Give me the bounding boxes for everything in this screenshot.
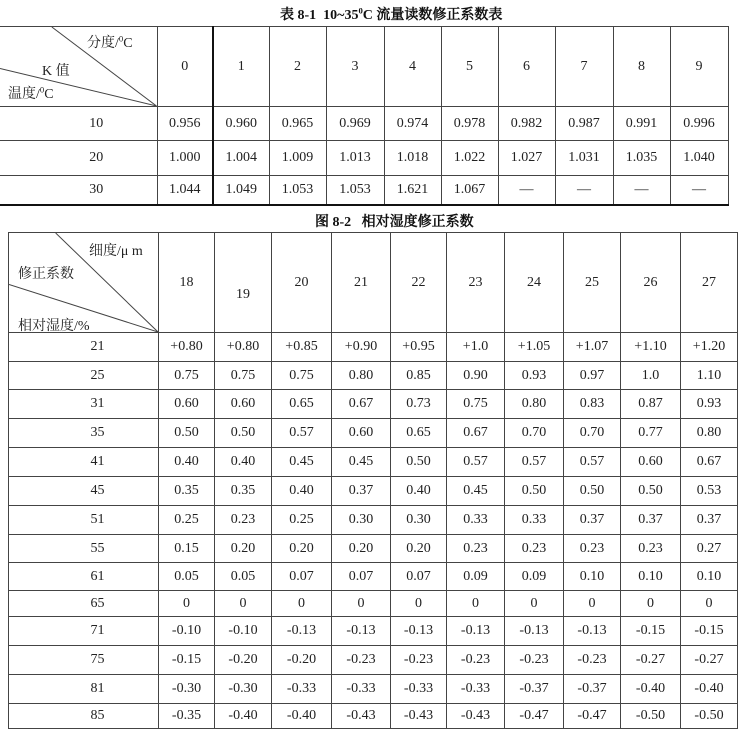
table-cell: -0.15	[159, 646, 215, 675]
row-label: 65	[9, 591, 159, 617]
table-cell: -0.20	[215, 646, 272, 675]
corner-header	[9, 233, 159, 333]
table-cell: 0.35	[159, 477, 215, 506]
table-cell: 1.621	[384, 176, 441, 205]
table-row	[9, 333, 738, 362]
table-cell: 0.969	[326, 107, 384, 141]
table-cell: 1.049	[213, 176, 269, 205]
table-cell: 0.10	[564, 563, 621, 591]
table-cell: 1.053	[269, 176, 326, 205]
table-cell: -0.10	[215, 617, 272, 646]
table-cell: 0.40	[272, 477, 332, 506]
column-header-text: 19	[236, 286, 250, 302]
table-cell: -0.30	[215, 675, 272, 704]
table2-title: 图 8-2 相对湿度修正系数	[315, 215, 474, 230]
table-cell: 1.067	[441, 176, 498, 205]
corner-label-division	[87, 32, 133, 52]
table1-title-prefix: 表 8-1 10~35	[280, 8, 359, 23]
table-cell: 0.991	[613, 107, 670, 141]
table-cell: 0.25	[159, 506, 215, 535]
table-cell: 0.57	[272, 419, 332, 448]
table-row	[9, 362, 738, 390]
corner-label-temperature-unit: C	[44, 87, 54, 102]
column-header: 1	[213, 27, 269, 107]
table-cell: 0	[332, 591, 391, 617]
table-cell: 0.80	[681, 419, 738, 448]
table-cell: 0.20	[332, 535, 391, 563]
table-cell: +0.80	[159, 333, 215, 362]
row-label: 61	[9, 563, 159, 591]
table-cell: 0.23	[447, 535, 505, 563]
column-header	[215, 233, 272, 333]
column-header: 7	[555, 27, 613, 107]
table-cell: 0.40	[215, 448, 272, 477]
table-cell: -0.40	[215, 704, 272, 729]
column-header: 4	[384, 27, 441, 107]
row-label: 85	[9, 704, 159, 729]
table-cell: 0.25	[272, 506, 332, 535]
table-cell: 0.75	[159, 362, 215, 390]
table-cell: -0.13	[447, 617, 505, 646]
column-header: 8	[613, 27, 670, 107]
table-cell: 0.978	[441, 107, 498, 141]
corner-label-temperature-text: 温度/	[8, 87, 40, 102]
table-cell: -0.40	[621, 675, 681, 704]
table-cell: -0.13	[505, 617, 564, 646]
row-label: 51	[9, 506, 159, 535]
table-cell: 0.80	[505, 390, 564, 419]
table-cell: -0.23	[391, 646, 447, 675]
table-cell: -0.37	[564, 675, 621, 704]
table-cell: +0.90	[332, 333, 391, 362]
table-cell: -0.33	[272, 675, 332, 704]
column-header: 6	[498, 27, 555, 107]
table-cell: 0.23	[505, 535, 564, 563]
table-cell: 0.60	[621, 448, 681, 477]
table-row	[0, 141, 728, 176]
table-cell: 0.93	[505, 362, 564, 390]
table-cell: -0.50	[621, 704, 681, 729]
table-cell: 0.50	[159, 419, 215, 448]
column-header: 2	[269, 27, 326, 107]
table-cell: 0.35	[215, 477, 272, 506]
table-cell: 0.45	[332, 448, 391, 477]
table-cell: 0	[215, 591, 272, 617]
table-row	[9, 563, 738, 591]
table-row	[9, 591, 738, 617]
table-cell: -0.13	[332, 617, 391, 646]
table-cell: 0.75	[272, 362, 332, 390]
table-cell: 0.07	[391, 563, 447, 591]
table-cell: 0.45	[447, 477, 505, 506]
table-cell: -0.35	[159, 704, 215, 729]
table-cell: 0.50	[564, 477, 621, 506]
row-label: 25	[9, 362, 159, 390]
table-cell: 0.23	[621, 535, 681, 563]
corner-label-division-sup: 0	[118, 33, 124, 44]
table-cell: +1.05	[505, 333, 564, 362]
table-cell: -0.27	[621, 646, 681, 675]
table-cell: 0	[272, 591, 332, 617]
column-header: 26	[621, 233, 681, 333]
table-cell: —	[555, 176, 613, 205]
table-cell: —	[498, 176, 555, 205]
table-cell: 0	[505, 591, 564, 617]
column-header: 27	[681, 233, 738, 333]
table-cell: -0.23	[564, 646, 621, 675]
column-header: 0	[157, 27, 213, 107]
table-row	[9, 675, 738, 704]
row-label: 41	[9, 448, 159, 477]
table-cell: -0.30	[159, 675, 215, 704]
table-cell: 0.40	[391, 477, 447, 506]
table-cell: -0.15	[681, 617, 738, 646]
table-cell: 0.37	[681, 506, 738, 535]
table-cell: 1.004	[213, 141, 269, 176]
table-cell: 0.65	[272, 390, 332, 419]
header-row	[0, 27, 728, 107]
table-cell: -0.27	[681, 646, 738, 675]
table-row	[0, 176, 728, 205]
table-cell: 0.09	[505, 563, 564, 591]
table-cell: 0.987	[555, 107, 613, 141]
table-cell: 0.70	[564, 419, 621, 448]
table-cell: 0.70	[505, 419, 564, 448]
table-cell: 0.45	[272, 448, 332, 477]
table-row	[9, 535, 738, 563]
corner-label-k-value: K 值	[42, 64, 70, 79]
table-cell: 0.57	[564, 448, 621, 477]
table-cell: 0.60	[215, 390, 272, 419]
table-cell: 1.000	[157, 141, 213, 176]
table-cell: +1.0	[447, 333, 505, 362]
table-cell: -0.13	[272, 617, 332, 646]
table-cell: 0.50	[505, 477, 564, 506]
table-cell: 0.97	[564, 362, 621, 390]
table-cell: 1.10	[681, 362, 738, 390]
table-cell: -0.23	[447, 646, 505, 675]
table-cell: 0.67	[332, 390, 391, 419]
table-cell: 0.40	[159, 448, 215, 477]
row-label: 71	[9, 617, 159, 646]
table-cell: 0.60	[332, 419, 391, 448]
corner-label-division-text: 分度/	[87, 36, 119, 51]
table-cell: 0.05	[215, 563, 272, 591]
table-cell: -0.40	[272, 704, 332, 729]
row-label: 35	[9, 419, 159, 448]
table-cell: -0.43	[332, 704, 391, 729]
table-row	[9, 477, 738, 506]
table-cell: 0.37	[564, 506, 621, 535]
table-cell: 0.77	[621, 419, 681, 448]
table-cell: -0.33	[332, 675, 391, 704]
table-cell: 0.67	[447, 419, 505, 448]
corner-label-fineness: 细度/μ m	[89, 244, 143, 259]
table-cell: 0	[391, 591, 447, 617]
table1-title	[280, 4, 502, 24]
table-cell: 1.040	[670, 141, 728, 176]
table-cell: -0.13	[391, 617, 447, 646]
table-cell: 0.73	[391, 390, 447, 419]
table-cell: -0.13	[564, 617, 621, 646]
table-row	[9, 646, 738, 675]
table-cell: 0.83	[564, 390, 621, 419]
table-cell: 1.044	[157, 176, 213, 205]
table1-title-suffix: C 流量读数修正系数表	[362, 8, 503, 23]
header-row	[9, 233, 738, 333]
table-cell: -0.40	[681, 675, 738, 704]
column-header: 21	[332, 233, 391, 333]
table-cell: 1.013	[326, 141, 384, 176]
row-label: 45	[9, 477, 159, 506]
table-cell: 0.93	[681, 390, 738, 419]
table-cell: -0.23	[332, 646, 391, 675]
row-label: 81	[9, 675, 159, 704]
table-cell: 0.23	[215, 506, 272, 535]
table-row	[9, 617, 738, 646]
table-cell: -0.15	[621, 617, 681, 646]
table-cell: 0	[564, 591, 621, 617]
table-cell: —	[670, 176, 728, 205]
table-row	[9, 419, 738, 448]
table-cell: 0.965	[269, 107, 326, 141]
table-cell: 1.053	[326, 176, 384, 205]
table-cell: 0.57	[447, 448, 505, 477]
corner-label-relative-humidity: 相对湿度/%	[18, 319, 90, 334]
table-cell: 0.23	[564, 535, 621, 563]
table-cell: 0.50	[391, 448, 447, 477]
table-cell: 0.15	[159, 535, 215, 563]
table-cell: -0.20	[272, 646, 332, 675]
table-cell: 0.75	[447, 390, 505, 419]
table-cell: 0.37	[332, 477, 391, 506]
table-cell: 0.50	[621, 477, 681, 506]
row-label: 10	[0, 107, 157, 141]
corner-label-correction-factor: 修正系数	[18, 267, 74, 282]
table-cell: 0.30	[391, 506, 447, 535]
table-cell: -0.43	[447, 704, 505, 729]
table-cell: 1.009	[269, 141, 326, 176]
table-cell: 0.67	[681, 448, 738, 477]
table-cell: 0.10	[681, 563, 738, 591]
row-label: 30	[0, 176, 157, 205]
table-cell: 0.75	[215, 362, 272, 390]
table-cell: -0.43	[391, 704, 447, 729]
table-cell: 0.33	[505, 506, 564, 535]
table1-title-superscript: 0	[358, 5, 363, 16]
table-cell: 1.027	[498, 141, 555, 176]
corner-label-temperature	[8, 83, 54, 103]
table-cell: 1.022	[441, 141, 498, 176]
table-cell: 0.27	[681, 535, 738, 563]
table-cell: 0.956	[157, 107, 213, 141]
table-cell: 0.996	[670, 107, 728, 141]
table-cell: 0.50	[215, 419, 272, 448]
table-cell: -0.37	[505, 675, 564, 704]
table-row	[9, 506, 738, 535]
table-cell: 0.65	[391, 419, 447, 448]
column-header: 9	[670, 27, 728, 107]
table-row	[9, 704, 738, 729]
column-header: 25	[564, 233, 621, 333]
table-cell: 0	[681, 591, 738, 617]
table-cell: +1.20	[681, 333, 738, 362]
table-row	[9, 390, 738, 419]
table-cell: 0.09	[447, 563, 505, 591]
table-cell: 0.30	[332, 506, 391, 535]
table-cell: +1.07	[564, 333, 621, 362]
table-cell: 0.37	[621, 506, 681, 535]
table-cell: 0	[447, 591, 505, 617]
humidity-correction-table	[8, 232, 738, 729]
table-cell: +0.85	[272, 333, 332, 362]
table-cell: 0.85	[391, 362, 447, 390]
table-cell: 0.60	[159, 390, 215, 419]
row-label: 20	[0, 141, 157, 176]
table-cell: -0.10	[159, 617, 215, 646]
row-label: 55	[9, 535, 159, 563]
table-cell: +0.80	[215, 333, 272, 362]
table-cell: 1.0	[621, 362, 681, 390]
table-cell: 0.20	[215, 535, 272, 563]
table-cell: +1.10	[621, 333, 681, 362]
table-cell: 0.10	[621, 563, 681, 591]
table-cell: 1.018	[384, 141, 441, 176]
column-header: 22	[391, 233, 447, 333]
column-header: 3	[326, 27, 384, 107]
table-cell: 0.87	[621, 390, 681, 419]
table-cell: 0.20	[391, 535, 447, 563]
flow-correction-table	[0, 26, 729, 206]
table-cell: 0.05	[159, 563, 215, 591]
column-header: 18	[159, 233, 215, 333]
table-cell: 0.90	[447, 362, 505, 390]
table-cell: 0.974	[384, 107, 441, 141]
table-cell: -0.50	[681, 704, 738, 729]
corner-label-temperature-sup: 0	[39, 84, 45, 95]
table-cell: 0.982	[498, 107, 555, 141]
table-cell: 1.035	[613, 141, 670, 176]
table-cell: -0.33	[447, 675, 505, 704]
table-cell: -0.47	[564, 704, 621, 729]
table-cell: 0.80	[332, 362, 391, 390]
table-cell: 0.07	[332, 563, 391, 591]
table-cell: -0.33	[391, 675, 447, 704]
row-label: 21	[9, 333, 159, 362]
table-cell: -0.23	[505, 646, 564, 675]
table-cell: 0.57	[505, 448, 564, 477]
table-cell: 1.031	[555, 141, 613, 176]
table-cell: 0	[159, 591, 215, 617]
column-header: 23	[447, 233, 505, 333]
table-cell: 0.53	[681, 477, 738, 506]
row-label: 75	[9, 646, 159, 675]
corner-header	[0, 27, 157, 107]
row-label: 31	[9, 390, 159, 419]
table-cell: —	[613, 176, 670, 205]
table-cell: 0.20	[272, 535, 332, 563]
table-cell: 0.960	[213, 107, 269, 141]
table-cell: 0	[621, 591, 681, 617]
table-cell: +0.95	[391, 333, 447, 362]
column-header: 5	[441, 27, 498, 107]
table-row	[0, 107, 728, 141]
table-cell: -0.47	[505, 704, 564, 729]
column-header: 24	[505, 233, 564, 333]
column-header: 20	[272, 233, 332, 333]
table-cell: 0.33	[447, 506, 505, 535]
table-cell: 0.07	[272, 563, 332, 591]
corner-label-division-unit: C	[123, 36, 133, 51]
table-row	[9, 448, 738, 477]
